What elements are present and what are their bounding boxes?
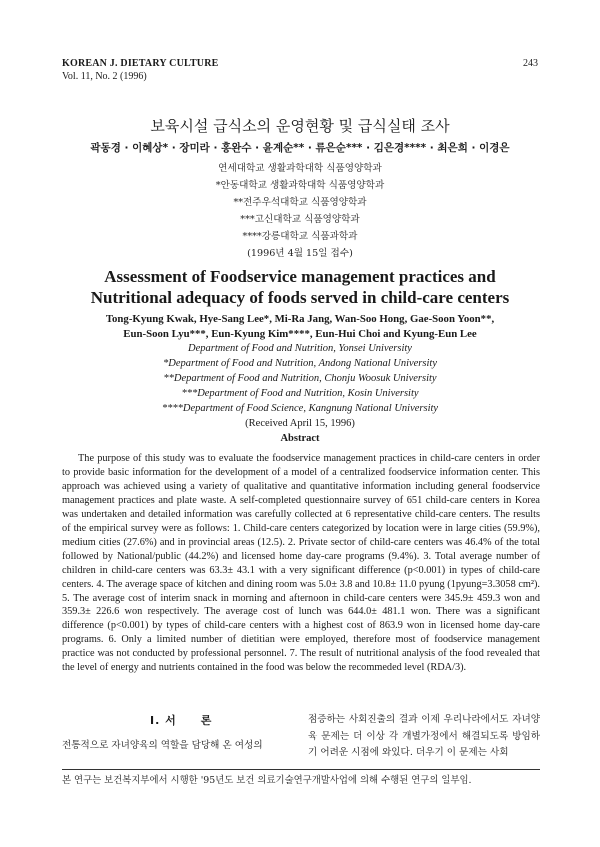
introduction-left-column: 전통적으로 자녀양육의 역할을 담당해 온 여성의 <box>62 740 263 751</box>
english-affiliation-3: **Department of Food and Nutrition, Chonju Woosuk University <box>163 373 437 384</box>
english-affiliation-1: Department of Food and Nutrition, Yonsei University <box>188 343 412 354</box>
abstract-body: The purpose of this study was to evaluate the foodservice management practices in child-care centers in order to provide basic information for the development of a model of a centralized foodservice information center. This approach was achieved using a variety of qualitative and quantitative information including general foodservice management practices and plate waste. A self-completed questionnaire survey of 651 child-care centers in Korea was undertaken and detailed information was carefully collected at 6 representative child-care centers. The results of the empirical survey were as follows: 1. Child-care centers categorized by location were in large cities (59.9%), medium cities (27.6%) and in provincial areas (12.5). 2. Private sector of child-care centers was 46.4% of the total followed by National/public (44.2%) and licensed home day-care programs (9.4%). 3. Total average number of children in child-care centers was 63.3± 43.1 with a very significant difference (p<0.001) in types of child-care centers. 4. The average space of kitchen and dining room was 5.0± 3.8 and 10.8± 11.0 pyung (1pyung=3.3058 cm²). 5. The average cost of interim snack in morning and afternoon in child-care centers were 345.9± 459.3 won and 359.3± 226.6 won respectively. The average cost of lunch was 644.0± 481.1 won. There was a significant difference (p<0.001) by types of child-care centers with a highest cost of 863.9 won in licensed home day-care programs. 6. Only a limited number of dietitian were employed, therefore most of foodservice management practice was not conducted by professional personnel. 7. The result of nutritional analysis of the food revealed that the level of energy and nutrients contained in the food was below the recommeded level (RDA/3). <box>62 453 540 674</box>
funding-footnote: 본 연구는 보건복지부에서 시행한 '95년도 보건 의료기술연구개발사업에 의해 수행된 연구의 일부임. <box>62 775 472 786</box>
korean-affiliation-3: **전주우석대학교 식품영양학과 <box>233 197 367 208</box>
korean-affiliation-5: ****강릉대학교 식품과학과 <box>242 231 358 242</box>
english-received-date: (Received April 15, 1996) <box>245 418 355 429</box>
english-authors-line-2: Eun-Soon Lyu***, Eun-Kyung Kim****, Eun-Hui Choi and Kyung-Eun Lee <box>123 328 477 340</box>
korean-affiliation-2: *안동대학교 생활과학대학 식품영양학과 <box>215 180 385 191</box>
korean-authors: 곽동경 · 이혜상* · 장미라 · 홍완수 · 윤계순** · 류은순*** · 김은경**** · 최은희 · 이경은 <box>90 142 510 154</box>
korean-title: 보육시설 급식소의 운영현황 및 급식실태 조사 <box>150 117 450 135</box>
introduction-right-column: 점증하는 사회진출의 결과 이제 우리나라에서도 자녀양육 문제는 더 이상 각 개별가정에서 해결되도록 방임하기 어려운 시점에 와있다. 더우기 이 문제는 사회 <box>308 714 540 758</box>
english-affiliation-4: ***Department of Food and Nutrition, Kosin University <box>181 388 419 399</box>
korean-received-date: (1996년 4월 15일 접수) <box>247 248 353 259</box>
korean-affiliation-4: ***고신대학교 식품영양학과 <box>240 214 360 225</box>
introduction-heading: I. 서 론 <box>150 714 213 727</box>
journal-volume: Vol. 11, No. 2 (1996) <box>62 71 147 82</box>
journal-name: KOREAN J. DIETARY CULTURE <box>62 58 219 69</box>
english-title-line-1: Assessment of Foodservice management practices and <box>104 267 496 286</box>
english-title-line-2: Nutritional adequacy of foods served in child-care centers <box>90 288 510 307</box>
english-affiliation-5: ****Department of Food Science, Kangnung National University <box>161 403 439 414</box>
english-authors-line-1: Tong-Kyung Kwak, Hye-Sang Lee*, Mi-Ra Jang, Wan-Soo Hong, Gae-Soon Yoon**, <box>105 313 495 325</box>
korean-affiliation-1: 연세대학교 생활과학대학 식품영양학과 <box>218 163 382 174</box>
footnote-divider <box>62 769 540 770</box>
page-number: 243 <box>523 58 538 69</box>
english-affiliation-2: *Department of Food and Nutrition, Andong National University <box>163 358 437 369</box>
abstract-heading: Abstract <box>280 433 320 444</box>
